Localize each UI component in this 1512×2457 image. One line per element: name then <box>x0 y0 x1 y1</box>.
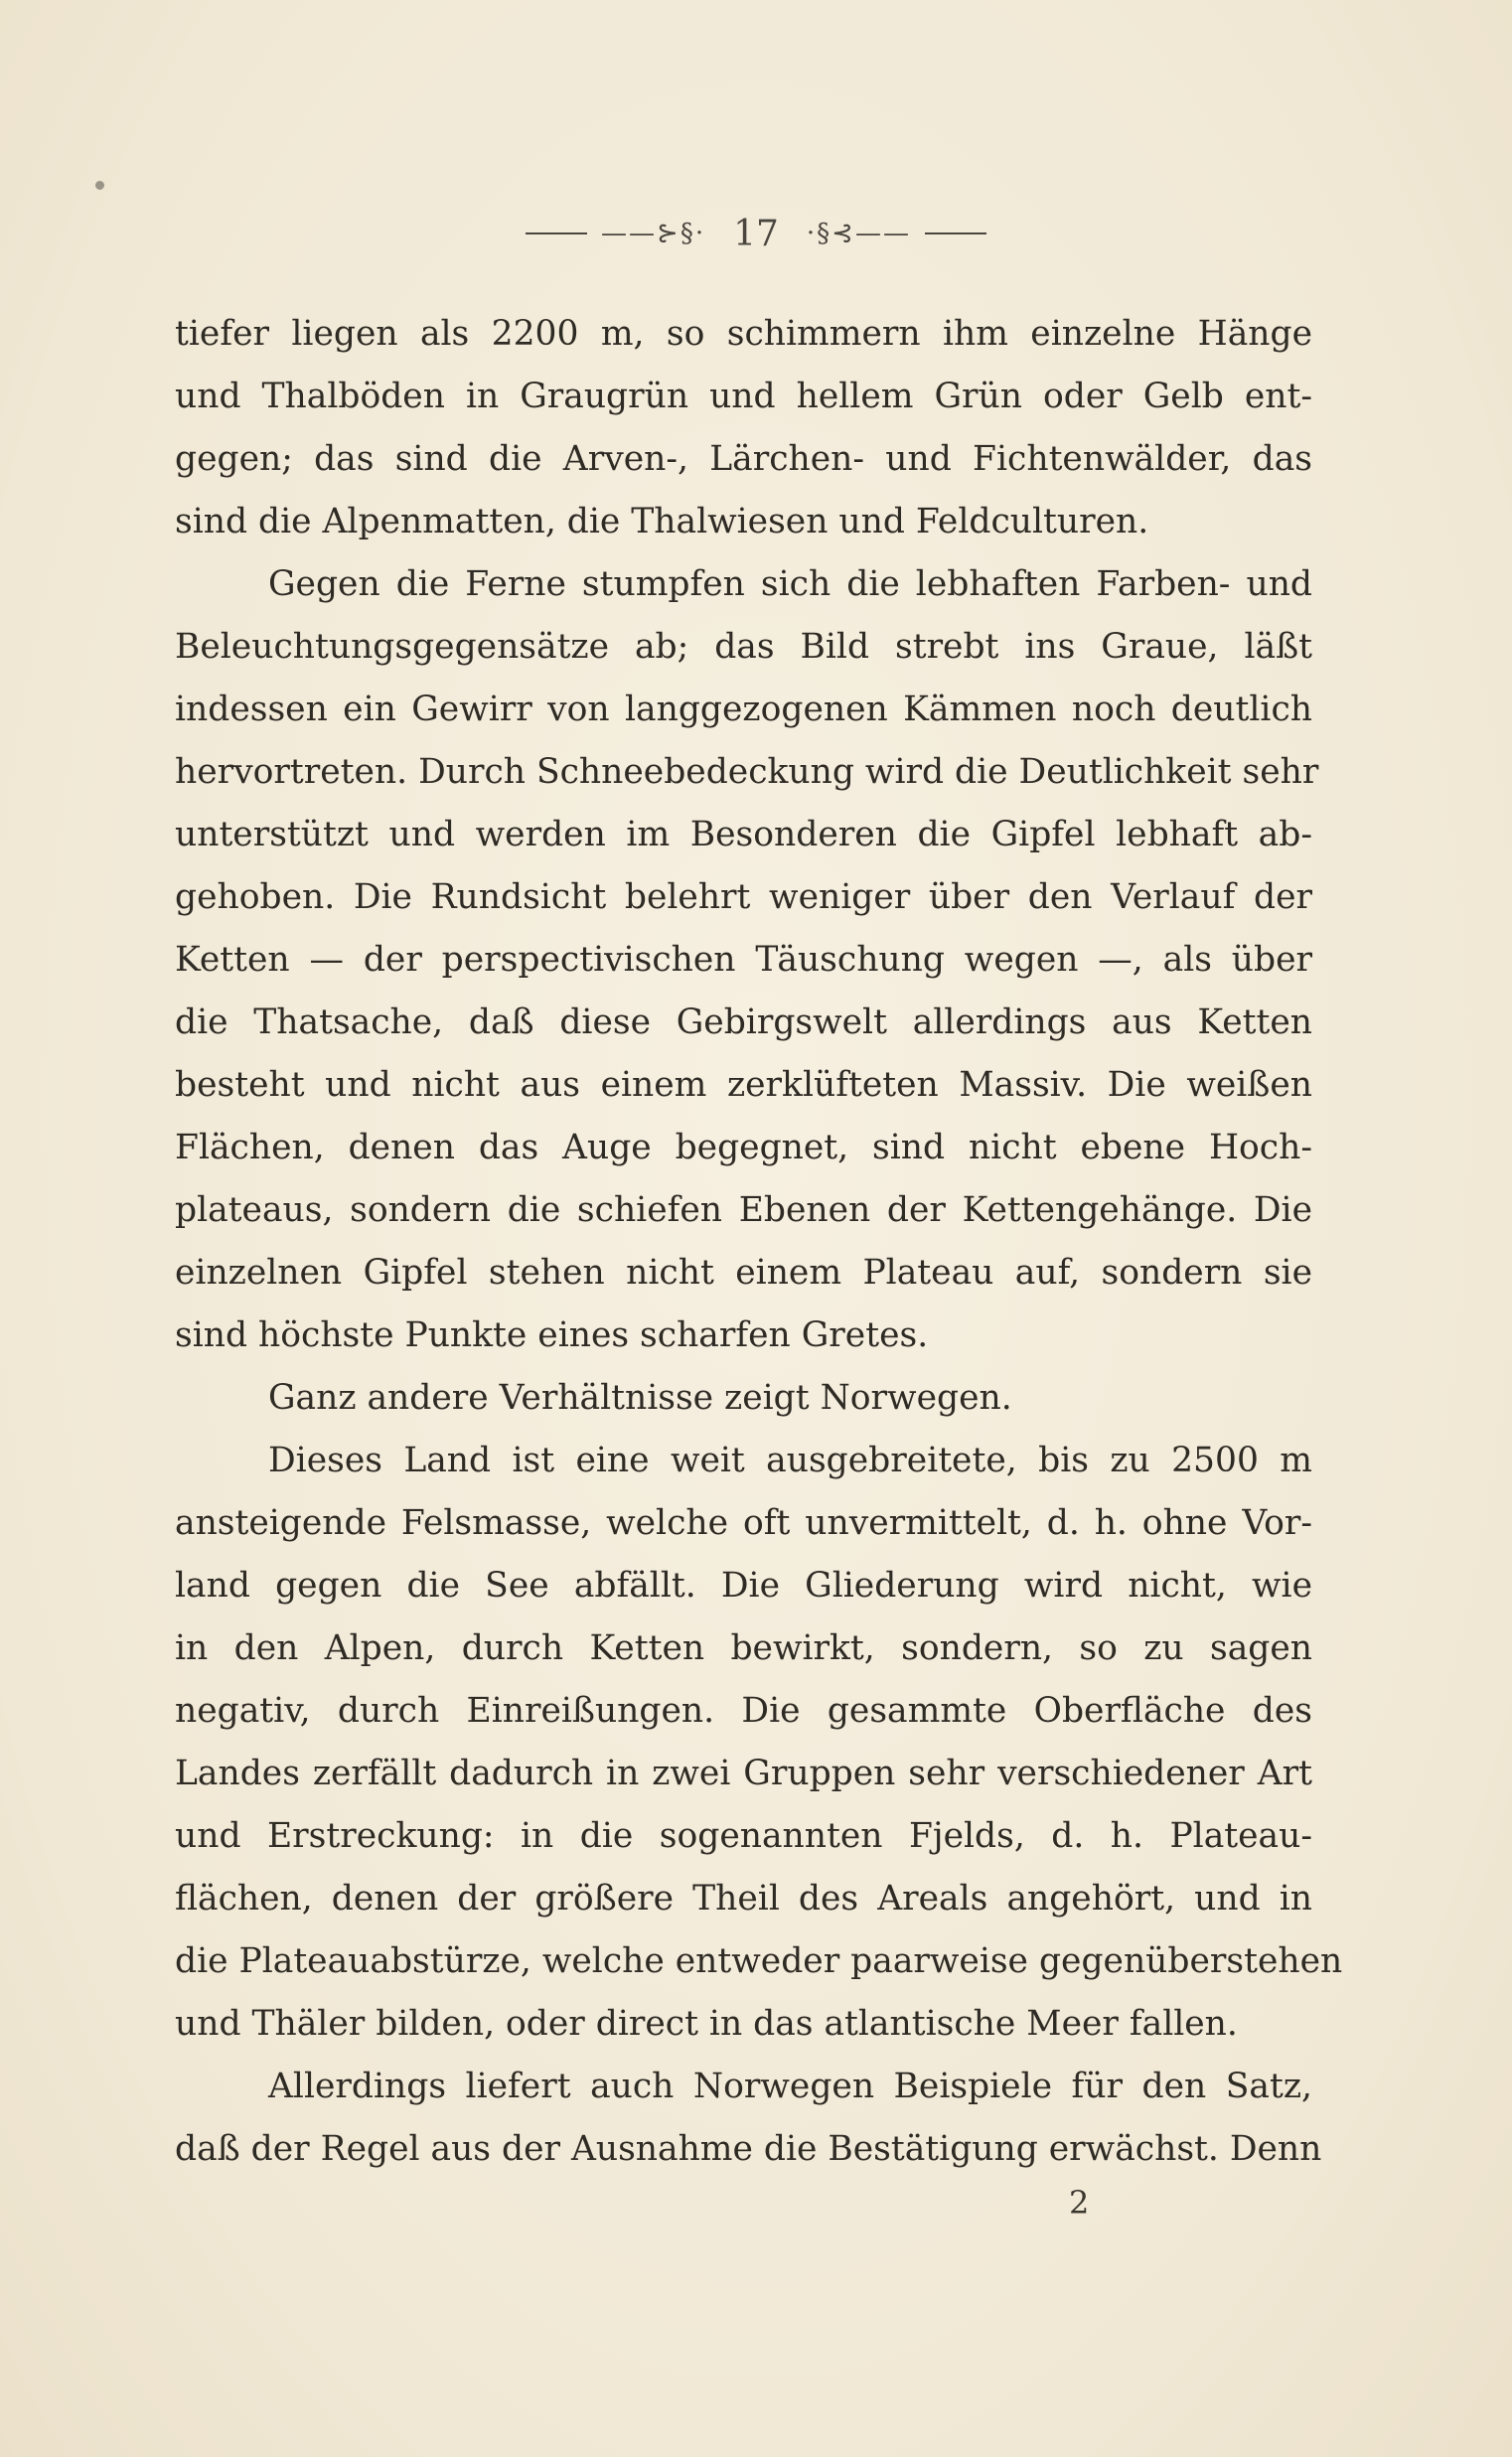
text-line: und Thäler bilden, oder direct in das atlantische Meer fallen. <box>175 2004 1238 2044</box>
header-rule-right <box>925 232 986 234</box>
text-line: Ketten — der perspectivischen Täuschung wegen —, als über <box>175 940 1312 980</box>
text-line: flächen, denen der größere Theil des Areals angehört, und in <box>175 1879 1312 1919</box>
text-line: Ganz andere Verhältnisse zeigt Norwegen. <box>268 1378 1012 1418</box>
header-ornament-left: ——⊱§· <box>601 219 706 248</box>
text-line: gehoben. Die Rundsicht belehrt weniger über den Verlauf der <box>175 877 1312 917</box>
text-line: die Plateauabstürze, welche entweder paarweise gegenüberstehen <box>175 1941 1343 1981</box>
text-line: sind höchste Punkte eines scharfen Gretes. <box>175 1315 929 1355</box>
text-line: unterstützt und werden im Besonderen die Gipfel lebhaft ab- <box>175 815 1312 854</box>
text-line: Beleuchtungsgegensätze ab; das Bild strebt ins Graue, läßt <box>175 627 1312 667</box>
text-line: und Thalböden in Graugrün und hellem Grün oder Gelb ent- <box>175 377 1312 416</box>
text-line: Dieses Land ist eine weit ausgebreitete, bis zu 2500 m <box>268 1441 1312 1480</box>
text-line: Flächen, denen das Auge begegnet, sind nicht ebene Hoch- <box>175 1128 1312 1167</box>
text-line: besteht und nicht aus einem zerklüfteten Massiv. Die weißen <box>175 1065 1312 1105</box>
text-line: gegen; das sind die Arven-, Lärchen- und Fichtenwälder, das <box>175 439 1312 479</box>
text-line: land gegen die See abfällt. Die Gliederung wird nicht, wie <box>175 1566 1312 1606</box>
header-ornament-right: ·§⊰—— <box>806 219 911 248</box>
text-line: einzelnen Gipfel stehen nicht einem Plateau auf, sondern sie <box>175 1253 1312 1293</box>
page-header <box>0 209 1512 258</box>
text-line: hervortreten. Durch Schneebedeckung wird die Deutlichkeit sehr <box>175 752 1319 792</box>
text-line: sind die Alpenmatten, die Thalwiesen und Feldculturen. <box>175 502 1149 541</box>
text-line: Landes zerfällt dadurch in zwei Gruppen sehr verschiedener Art <box>175 1754 1312 1793</box>
signature-mark: 2 <box>1069 2184 1090 2222</box>
header-rule-left <box>526 232 587 234</box>
text-line: ansteigende Felsmasse, welche oft unvermittelt, d. h. ohne Vor- <box>175 1503 1312 1543</box>
text-line: indessen ein Gewirr von langgezogenen Kämmen noch deutlich <box>175 690 1312 729</box>
text-line: Allerdings liefert auch Norwegen Beispiele für den Satz, <box>268 2067 1312 2106</box>
body-text <box>175 303 1343 2181</box>
text-line: plateaus, sondern die schiefen Ebenen der Kettengehänge. Die <box>175 1190 1312 1230</box>
text-line: daß der Regel aus der Ausnahme die Bestätigung erwächst. Denn <box>175 2129 1322 2169</box>
text-line: Gegen die Ferne stumpfen sich die lebhaften Farben- und <box>268 564 1312 604</box>
ink-speck <box>95 181 104 190</box>
text-line: negativ, durch Einreißungen. Die gesammte Oberfläche des <box>175 1691 1312 1731</box>
text-line: tiefer liegen als 2200 m, so schimmern ihm einzelne Hänge <box>175 314 1312 354</box>
page-number: 17 <box>733 213 779 254</box>
text-line: in den Alpen, durch Ketten bewirkt, sondern, so zu sagen <box>175 1628 1312 1668</box>
text-line: und Erstreckung: in die sogenannten Fjelds, d. h. Plateau- <box>175 1816 1312 1856</box>
text-line: die Thatsache, daß diese Gebirgswelt allerdings aus Ketten <box>175 1002 1312 1042</box>
